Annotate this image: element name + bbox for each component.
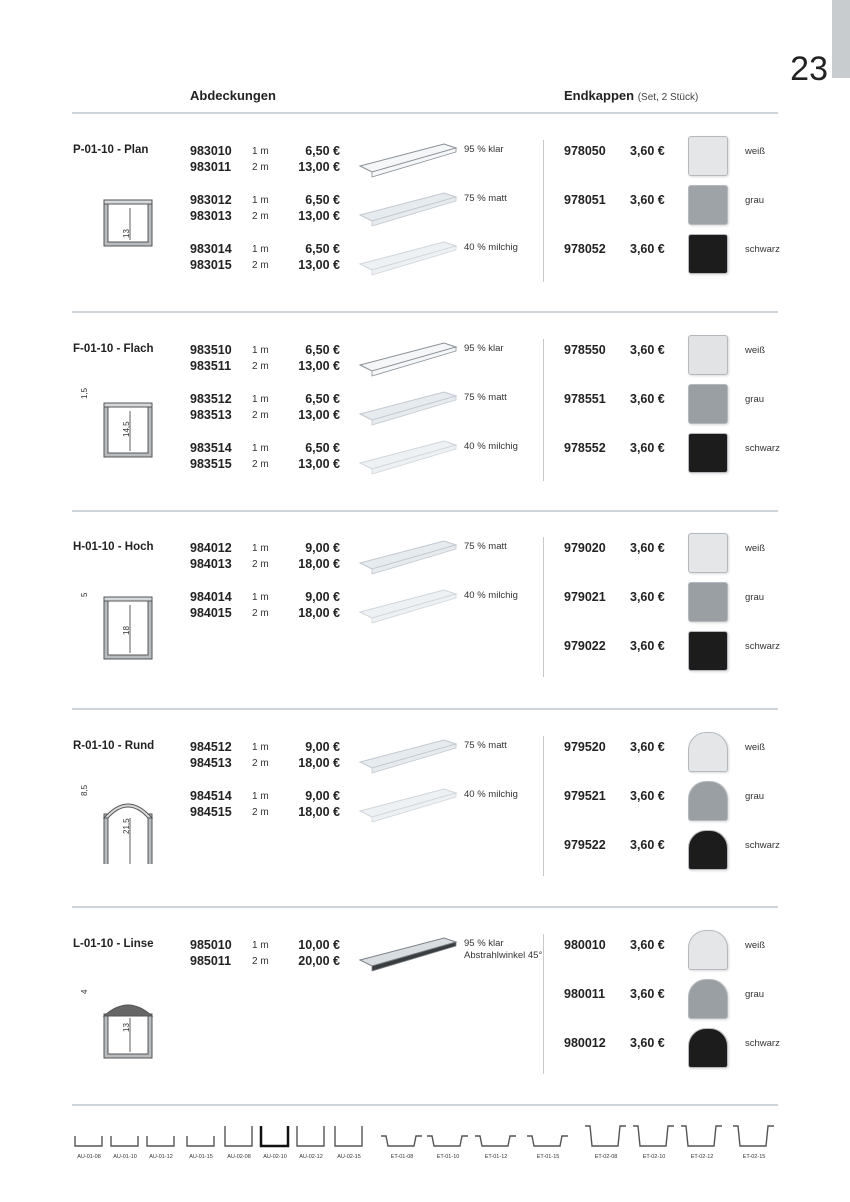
endcaps-header: Endkappen (Set, 2 Stück) bbox=[564, 88, 699, 103]
endcap-article-number: 978550 bbox=[564, 343, 606, 357]
cover-description bbox=[464, 789, 518, 801]
profile-thumbnail bbox=[632, 1122, 676, 1160]
column-separator bbox=[543, 736, 544, 876]
cover-description-line: 75 % matt bbox=[464, 392, 507, 403]
cover-length: 1 m bbox=[252, 940, 269, 951]
endcap-color: weiß bbox=[745, 940, 766, 951]
cover-description bbox=[464, 242, 518, 254]
dimension-label: 4 bbox=[80, 989, 89, 994]
cover-strip bbox=[358, 586, 458, 631]
profile-thumbnail bbox=[474, 1122, 518, 1160]
cover-article-number: 983513 bbox=[190, 408, 232, 422]
profile-drawing bbox=[72, 764, 162, 869]
profile-thumbnail-icon bbox=[526, 1122, 570, 1148]
endcap-article-number: 978052 bbox=[564, 242, 606, 256]
endcap-price: 3,60 € bbox=[630, 838, 665, 852]
endcap-color: schwarz bbox=[745, 1038, 780, 1049]
cover-price: 13,00 € bbox=[298, 457, 340, 471]
profile-thumbnail-label: AU-01-12 bbox=[149, 1154, 173, 1160]
cover-length: 2 m bbox=[252, 956, 269, 967]
cover-description-line: 40 % milchig bbox=[464, 590, 518, 601]
endcap-article-number: 980012 bbox=[564, 1036, 606, 1050]
endcap-price: 3,60 € bbox=[630, 343, 665, 357]
cover-strip bbox=[358, 437, 458, 482]
cover-price: 13,00 € bbox=[298, 160, 340, 174]
endcap-image bbox=[688, 234, 728, 274]
profile-thumbnail-label: AU-01-08 bbox=[77, 1154, 101, 1160]
endcap-color: weiß bbox=[745, 345, 766, 356]
cover-length: 2 m bbox=[252, 162, 269, 173]
cover-description bbox=[464, 343, 504, 355]
cover-strip bbox=[358, 339, 458, 384]
profile-thumbnail bbox=[584, 1122, 628, 1160]
profile-thumbnail-icon bbox=[258, 1122, 292, 1148]
endcap-article-number: 979521 bbox=[564, 789, 606, 803]
cover-description-line: 75 % matt bbox=[464, 193, 507, 204]
cover-length: 1 m bbox=[252, 195, 269, 206]
cover-article-number: 985010 bbox=[190, 938, 232, 952]
profile-thumbnail-label: ET-02-08 bbox=[594, 1154, 618, 1160]
section-name: F-01-10 - Flach bbox=[73, 343, 154, 355]
cover-strip bbox=[358, 189, 458, 234]
cover-article-number: 983010 bbox=[190, 144, 232, 158]
cover-price: 9,00 € bbox=[305, 789, 340, 803]
endcap-price: 3,60 € bbox=[630, 987, 665, 1001]
cover-length: 2 m bbox=[252, 807, 269, 818]
profile-cross-section-drawing bbox=[72, 565, 162, 665]
cover-strip-image bbox=[358, 189, 458, 229]
profile-thumbnail-strip bbox=[72, 1122, 782, 1162]
endcap-image bbox=[688, 979, 728, 1019]
column-separator bbox=[543, 537, 544, 677]
cover-price: 13,00 € bbox=[298, 258, 340, 272]
endcap-color: weiß bbox=[745, 146, 766, 157]
cover-description-line: 95 % klar bbox=[464, 938, 504, 949]
cover-article-number: 984514 bbox=[190, 789, 232, 803]
endcap-price: 3,60 € bbox=[630, 938, 665, 952]
cover-strip-image bbox=[358, 785, 458, 825]
endcap-image bbox=[688, 533, 728, 573]
endcap-color: schwarz bbox=[745, 443, 780, 454]
endcap-article-number: 979022 bbox=[564, 639, 606, 653]
section-divider bbox=[72, 311, 778, 313]
cover-strip-image bbox=[358, 537, 458, 577]
dimension-label: 14,5 bbox=[122, 421, 131, 437]
endcap-color: schwarz bbox=[745, 641, 780, 652]
profile-thumbnail-label: ET-01-15 bbox=[536, 1154, 560, 1160]
cover-article-number: 983015 bbox=[190, 258, 232, 272]
endcap-article-number: 979020 bbox=[564, 541, 606, 555]
page-tab-marker bbox=[832, 0, 850, 78]
endcap-color: weiß bbox=[745, 543, 766, 554]
endcap-article-number: 978050 bbox=[564, 144, 606, 158]
endcap-image bbox=[688, 582, 728, 622]
cover-strip-image bbox=[358, 736, 458, 776]
dimension-label: 21,5 bbox=[122, 818, 131, 834]
cover-price: 18,00 € bbox=[298, 805, 340, 819]
endcap-price: 3,60 € bbox=[630, 740, 665, 754]
profile-cross-section-drawing bbox=[72, 962, 162, 1062]
profile-thumbnail-icon bbox=[474, 1122, 518, 1148]
cover-strip-image bbox=[358, 140, 458, 180]
footer-divider bbox=[72, 1104, 778, 1106]
page-number: 23 bbox=[790, 50, 828, 88]
profile-thumbnail-icon bbox=[380, 1122, 424, 1148]
cover-price: 6,50 € bbox=[305, 441, 340, 455]
endcap-color: grau bbox=[745, 791, 765, 802]
cover-strip bbox=[358, 934, 458, 979]
endcap-image bbox=[688, 830, 728, 870]
endcap-image bbox=[688, 930, 728, 970]
cover-description bbox=[464, 740, 507, 752]
profile-thumbnail-icon bbox=[72, 1122, 106, 1148]
cover-strip bbox=[358, 388, 458, 433]
profile-thumbnail bbox=[294, 1122, 328, 1160]
section-name: P-01-10 - Plan bbox=[73, 144, 149, 156]
endcap-color: grau bbox=[745, 195, 765, 206]
cover-price: 13,00 € bbox=[298, 359, 340, 373]
cover-length: 2 m bbox=[252, 410, 269, 421]
dimension-label: 8,5 bbox=[80, 784, 89, 796]
cover-price: 6,50 € bbox=[305, 392, 340, 406]
cover-description bbox=[464, 590, 518, 602]
cover-length: 2 m bbox=[252, 211, 269, 222]
cover-article-number: 984013 bbox=[190, 557, 232, 571]
section-name: L-01-10 - Linse bbox=[73, 938, 154, 950]
cover-length: 2 m bbox=[252, 758, 269, 769]
endcap-price: 3,60 € bbox=[630, 242, 665, 256]
endcap-color: schwarz bbox=[745, 244, 780, 255]
cover-strip-image bbox=[358, 339, 458, 379]
endcap-price: 3,60 € bbox=[630, 392, 665, 406]
cover-length: 2 m bbox=[252, 361, 269, 372]
cover-price: 9,00 € bbox=[305, 590, 340, 604]
profile-thumbnail bbox=[258, 1122, 292, 1160]
cover-description bbox=[464, 938, 542, 962]
endcap-color: weiß bbox=[745, 742, 766, 753]
profile-thumbnail-label: AU-02-12 bbox=[299, 1154, 323, 1160]
cover-price: 9,00 € bbox=[305, 740, 340, 754]
cover-length: 1 m bbox=[252, 791, 269, 802]
column-separator bbox=[543, 339, 544, 481]
cover-strip-image bbox=[358, 437, 458, 477]
profile-cross-section-drawing bbox=[72, 168, 162, 268]
dimension-label: 18 bbox=[122, 626, 131, 635]
cover-length: 1 m bbox=[252, 543, 269, 554]
profile-drawing bbox=[72, 565, 162, 670]
profile-thumbnail bbox=[680, 1122, 724, 1160]
endcap-article-number: 979522 bbox=[564, 838, 606, 852]
header-divider bbox=[72, 112, 778, 114]
profile-thumbnail bbox=[72, 1122, 106, 1160]
profile-thumbnail-icon bbox=[732, 1122, 776, 1148]
cover-description-line: 75 % matt bbox=[464, 541, 507, 552]
cover-description bbox=[464, 144, 504, 156]
profile-thumbnail-label: AU-02-10 bbox=[263, 1154, 287, 1160]
section-divider bbox=[72, 510, 778, 512]
cover-article-number: 983011 bbox=[190, 160, 232, 174]
cover-strip bbox=[358, 140, 458, 185]
profile-drawing bbox=[72, 168, 162, 273]
profile-thumbnail-icon bbox=[332, 1122, 366, 1148]
profile-thumbnail-label: ET-01-10 bbox=[436, 1154, 460, 1160]
cover-price: 13,00 € bbox=[298, 209, 340, 223]
cover-description-line: Abstrahlwinkel 45° bbox=[464, 950, 543, 961]
endcap-price: 3,60 € bbox=[630, 590, 665, 604]
endcap-price: 3,60 € bbox=[630, 193, 665, 207]
profile-thumbnail bbox=[380, 1122, 424, 1160]
profile-cross-section-drawing bbox=[72, 367, 162, 467]
profile-thumbnail-label: ET-02-15 bbox=[742, 1154, 766, 1160]
endcap-color: grau bbox=[745, 592, 765, 603]
endcap-price: 3,60 € bbox=[630, 144, 665, 158]
endcap-image bbox=[688, 384, 728, 424]
profile-thumbnail bbox=[332, 1122, 366, 1160]
endcap-price: 3,60 € bbox=[630, 441, 665, 455]
endcap-image bbox=[688, 1028, 728, 1068]
cover-description-line: 40 % milchig bbox=[464, 789, 518, 800]
endcap-color: grau bbox=[745, 989, 765, 1000]
cover-strip bbox=[358, 537, 458, 582]
endcap-price: 3,60 € bbox=[630, 541, 665, 555]
endcap-article-number: 978551 bbox=[564, 392, 606, 406]
endcap-image bbox=[688, 433, 728, 473]
profile-thumbnail-label: AU-02-08 bbox=[227, 1154, 251, 1160]
profile-thumbnail bbox=[426, 1122, 470, 1160]
cover-article-number: 984015 bbox=[190, 606, 232, 620]
cover-price: 20,00 € bbox=[298, 954, 340, 968]
cover-price: 10,00 € bbox=[298, 938, 340, 952]
cover-description-line: 95 % klar bbox=[464, 343, 504, 354]
cover-price: 18,00 € bbox=[298, 606, 340, 620]
cover-strip bbox=[358, 736, 458, 781]
cover-price: 6,50 € bbox=[305, 343, 340, 357]
dimension-label: 13 bbox=[122, 1023, 131, 1032]
profile-thumbnail bbox=[732, 1122, 776, 1160]
endcap-article-number: 979520 bbox=[564, 740, 606, 754]
cover-length: 2 m bbox=[252, 608, 269, 619]
cover-article-number: 983510 bbox=[190, 343, 232, 357]
cover-length: 2 m bbox=[252, 260, 269, 271]
cover-price: 18,00 € bbox=[298, 557, 340, 571]
endcap-article-number: 980011 bbox=[564, 987, 606, 1001]
cover-strip-image bbox=[358, 586, 458, 626]
profile-thumbnail-icon bbox=[294, 1122, 328, 1148]
dimension-label: 1,5 bbox=[80, 387, 89, 399]
profile-thumbnail-icon bbox=[680, 1122, 724, 1148]
endcap-article-number: 978051 bbox=[564, 193, 606, 207]
cover-length: 1 m bbox=[252, 394, 269, 405]
profile-thumbnail-icon bbox=[184, 1122, 218, 1148]
cover-description bbox=[464, 193, 507, 205]
profile-thumbnail-label: ET-01-12 bbox=[484, 1154, 508, 1160]
cover-article-number: 984014 bbox=[190, 590, 232, 604]
endcap-article-number: 978552 bbox=[564, 441, 606, 455]
profile-thumbnail-icon bbox=[108, 1122, 142, 1148]
cover-length: 1 m bbox=[252, 146, 269, 157]
profile-thumbnail-label: ET-01-08 bbox=[390, 1154, 414, 1160]
profile-thumbnail bbox=[108, 1122, 142, 1160]
section-divider bbox=[72, 906, 778, 908]
cover-description bbox=[464, 441, 518, 453]
cover-price: 6,50 € bbox=[305, 193, 340, 207]
endcap-image bbox=[688, 335, 728, 375]
cover-strip bbox=[358, 785, 458, 830]
profile-thumbnail-label: AU-01-10 bbox=[113, 1154, 137, 1160]
endcap-article-number: 979021 bbox=[564, 590, 606, 604]
cover-article-number: 984515 bbox=[190, 805, 232, 819]
cover-description-line: 95 % klar bbox=[464, 144, 504, 155]
cover-description-line: 40 % milchig bbox=[464, 441, 518, 452]
profile-thumbnail-icon bbox=[144, 1122, 178, 1148]
cover-article-number: 983512 bbox=[190, 392, 232, 406]
profile-thumbnail-label: ET-02-10 bbox=[642, 1154, 666, 1160]
profile-thumbnail bbox=[184, 1122, 218, 1160]
cover-article-number: 983514 bbox=[190, 441, 232, 455]
column-separator bbox=[543, 140, 544, 282]
endcap-color: grau bbox=[745, 394, 765, 405]
cover-price: 6,50 € bbox=[305, 144, 340, 158]
cover-article-number: 983012 bbox=[190, 193, 232, 207]
cover-price: 6,50 € bbox=[305, 242, 340, 256]
endcap-image bbox=[688, 631, 728, 671]
cover-length: 1 m bbox=[252, 592, 269, 603]
cover-article-number: 983515 bbox=[190, 457, 232, 471]
cover-length: 1 m bbox=[252, 443, 269, 454]
cover-length: 2 m bbox=[252, 559, 269, 570]
profile-thumbnail-label: AU-01-15 bbox=[189, 1154, 213, 1160]
cover-article-number: 983013 bbox=[190, 209, 232, 223]
cover-description bbox=[464, 541, 507, 553]
section-name: R-01-10 - Rund bbox=[73, 740, 155, 752]
profile-drawing bbox=[72, 962, 162, 1067]
endcap-image bbox=[688, 185, 728, 225]
endcap-image bbox=[688, 732, 728, 772]
section-divider bbox=[72, 708, 778, 710]
cover-price: 9,00 € bbox=[305, 541, 340, 555]
profile-thumbnail-label: ET-02-12 bbox=[690, 1154, 714, 1160]
column-separator bbox=[543, 934, 544, 1074]
endcap-price: 3,60 € bbox=[630, 789, 665, 803]
profile-drawing bbox=[72, 367, 162, 472]
cover-length: 1 m bbox=[252, 742, 269, 753]
profile-thumbnail-icon bbox=[632, 1122, 676, 1148]
profile-thumbnail bbox=[526, 1122, 570, 1160]
profile-thumbnail bbox=[144, 1122, 178, 1160]
cover-article-number: 985011 bbox=[190, 954, 232, 968]
endcap-article-number: 980010 bbox=[564, 938, 606, 952]
endcap-image bbox=[688, 136, 728, 176]
endcap-color: schwarz bbox=[745, 840, 780, 851]
cover-strip-image bbox=[358, 388, 458, 428]
cover-length: 1 m bbox=[252, 345, 269, 356]
endcap-image bbox=[688, 781, 728, 821]
covers-header: Abdeckungen bbox=[190, 88, 276, 103]
profile-thumbnail-icon bbox=[426, 1122, 470, 1148]
cover-length: 2 m bbox=[252, 459, 269, 470]
endcap-price: 3,60 € bbox=[630, 639, 665, 653]
profile-cross-section-drawing bbox=[72, 764, 162, 864]
profile-thumbnail bbox=[222, 1122, 256, 1160]
cover-strip-image bbox=[358, 934, 458, 974]
cover-article-number: 984512 bbox=[190, 740, 232, 754]
dimension-label: 13 bbox=[122, 229, 131, 238]
cover-article-number: 983014 bbox=[190, 242, 232, 256]
cover-article-number: 983511 bbox=[190, 359, 232, 373]
cover-price: 18,00 € bbox=[298, 756, 340, 770]
profile-thumbnail-label: AU-02-15 bbox=[337, 1154, 361, 1160]
cover-price: 13,00 € bbox=[298, 408, 340, 422]
profile-thumbnail-icon bbox=[222, 1122, 256, 1148]
profile-thumbnail-icon bbox=[584, 1122, 628, 1148]
cover-strip-image bbox=[358, 238, 458, 278]
dimension-label: 5 bbox=[80, 592, 89, 597]
cover-description-line: 75 % matt bbox=[464, 740, 507, 751]
cover-article-number: 984012 bbox=[190, 541, 232, 555]
section-name: H-01-10 - Hoch bbox=[73, 541, 154, 553]
cover-article-number: 984513 bbox=[190, 756, 232, 770]
cover-length: 1 m bbox=[252, 244, 269, 255]
endcap-price: 3,60 € bbox=[630, 1036, 665, 1050]
cover-description bbox=[464, 392, 507, 404]
cover-description-line: 40 % milchig bbox=[464, 242, 518, 253]
cover-strip bbox=[358, 238, 458, 283]
